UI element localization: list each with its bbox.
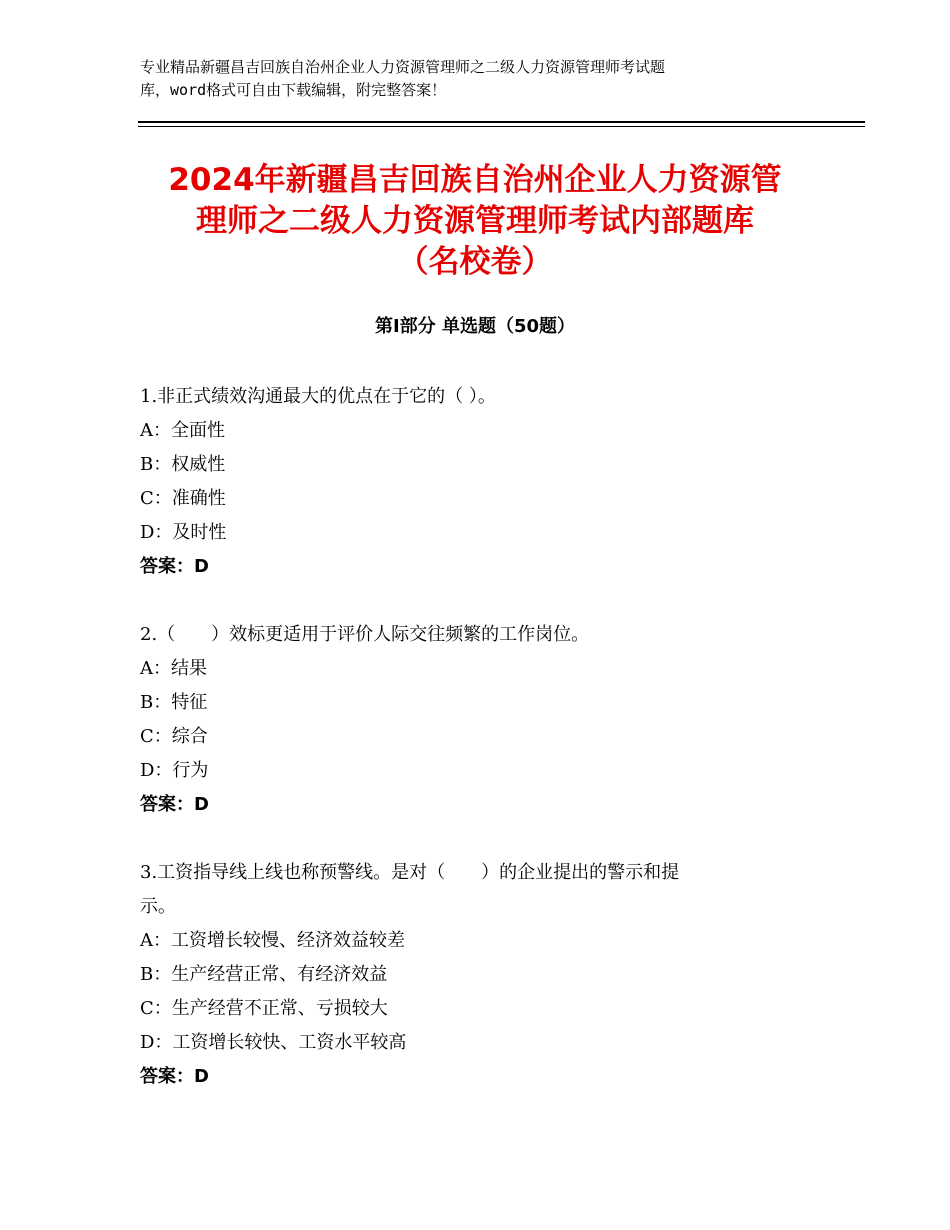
header-divider-thin — [138, 126, 865, 127]
option-a: A：工资增长较慢、经济效益较差 — [140, 930, 405, 951]
answer-label: 答案：D — [140, 556, 209, 577]
option-d: D：行为 — [140, 760, 209, 781]
question-stem: 3.工资指导线上线也称预警线。是对（ ）的企业提出的警示和提 — [140, 862, 680, 883]
answer-label: 答案：D — [140, 794, 209, 815]
question-2 — [140, 618, 820, 822]
option-b: B：权威性 — [140, 454, 226, 475]
question-stem: 1.非正式绩效沟通最大的优点在于它的（ ）。 — [140, 386, 496, 407]
header-note-line-2: 库，word格式可自由下载编辑，附完整答案！ — [140, 81, 447, 99]
question-3 — [140, 856, 820, 1094]
question-1 — [140, 380, 820, 584]
header-note — [140, 56, 820, 102]
option-a: A：结果 — [140, 658, 207, 679]
header-divider-thick — [138, 121, 865, 123]
section-heading: 第Ⅰ部分 单选题（50题） — [374, 316, 575, 337]
title-line-1: 2024年新疆昌吉回族自治州企业人力资源管 — [168, 162, 782, 198]
option-d: D：工资增长较快、工资水平较高 — [140, 1032, 407, 1053]
option-d: D：及时性 — [140, 522, 227, 543]
title-line-3: （名校卷） — [397, 244, 553, 280]
option-c: C：准确性 — [140, 488, 226, 509]
option-b: B：生产经营正常、有经济效益 — [140, 964, 388, 985]
document-title — [120, 160, 830, 283]
option-b: B：特征 — [140, 692, 208, 713]
question-stem: 2.（ ）效标更适用于评价人际交往频繁的工作岗位。 — [140, 624, 590, 645]
option-a: A：全面性 — [140, 420, 225, 441]
answer-label: 答案：D — [140, 1066, 209, 1087]
option-c: C：综合 — [140, 726, 208, 747]
header-note-line-1: 专业精品新疆昌吉回族自治州企业人力资源管理师之二级人力资源管理师考试题 — [140, 58, 666, 76]
option-c: C：生产经营不正常、亏损较大 — [140, 998, 388, 1019]
title-line-2: 理师之二级人力资源管理师考试内部题库 — [196, 203, 754, 239]
question-stem-continued: 示。 — [140, 896, 176, 917]
